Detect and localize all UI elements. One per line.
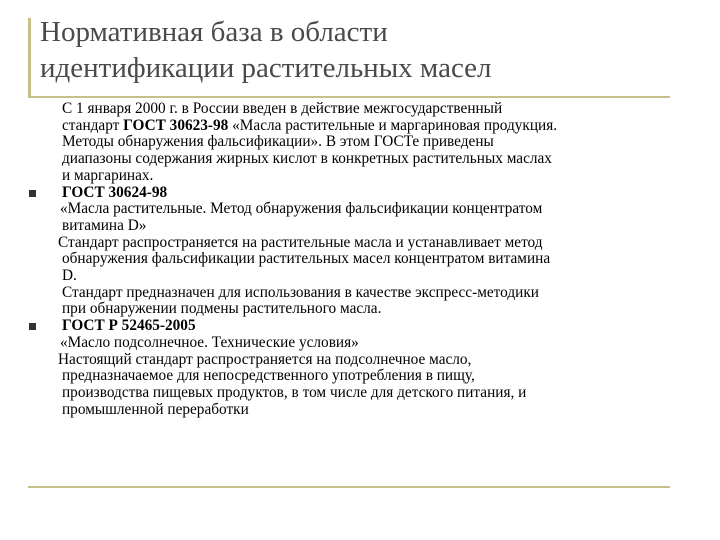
gost-30624-desc-3: D. xyxy=(62,267,77,285)
gost-52465-code: ГОСТ Р 52465-2005 xyxy=(62,317,196,335)
gost-30624-item xyxy=(0,185,720,319)
intro-line-3: Методы обнаружения фальсификации». В этом ГОСТе приведены xyxy=(62,133,494,151)
square-bullet-icon xyxy=(29,323,36,330)
gost-52465-desc-2: предназначаемое для непосредственного употребления в пищу, xyxy=(62,367,475,385)
intro-line-4: диапазоны содержания жирных кислот в конкретных растительных маслах xyxy=(62,150,552,168)
gost-30624-desc-2: обнаружения фальсификации растительных масел концентратом витамина xyxy=(62,250,551,268)
title-underline-rule xyxy=(28,96,670,98)
gost-52465-name-1: «Масло подсолнечное. Технические условия» xyxy=(60,333,359,351)
gost-30624-code: ГОСТ 30624-98 xyxy=(62,183,168,201)
intro-line-1: С 1 января 2000 г. в России введен в действие межгосударственный xyxy=(62,100,503,117)
gost-52465-desc-1: Настоящий стандарт распространяется на подсолнечное масло, xyxy=(58,350,472,368)
intro-line-5: и маргаринах. xyxy=(62,166,154,184)
slide-body xyxy=(0,101,720,418)
gost-30624-desc-5: при обнаружении подмены растительного масла. xyxy=(62,300,382,318)
slide-title xyxy=(40,14,680,86)
intro-paragraph xyxy=(0,101,720,185)
gost-30624-desc-1: Стандарт распространяется на растительные масла и устанавливает метод xyxy=(58,233,543,251)
gost-30623-code: ГОСТ 30623-98 xyxy=(123,116,229,134)
gost-30624-desc-4: Стандарт предназначен для использования в качестве экспресс-методики xyxy=(62,283,539,301)
gost-52465-desc-4: промышленной переработки xyxy=(62,400,249,418)
gost-52465-item xyxy=(0,318,720,418)
gost-30624-name-2: витамина D» xyxy=(62,216,147,234)
title-line-2: идентификации растительных масел xyxy=(40,52,492,84)
footer-rule xyxy=(28,486,670,488)
title-line-1: Нормативная база в области xyxy=(40,16,388,48)
square-bullet-icon xyxy=(29,190,36,197)
intro-line-2: стандарт ГОСТ 30623-98 «Масла растительные и маргариновая продукция. xyxy=(62,116,558,134)
title-accent-vertical-rule xyxy=(28,18,31,98)
gost-30624-name-1: «Масла растительные. Метод обнаружения фальсификации концентратом xyxy=(60,200,543,218)
gost-52465-desc-3: производства пищевых продуктов, в том числе для детского питания, и xyxy=(62,383,527,401)
